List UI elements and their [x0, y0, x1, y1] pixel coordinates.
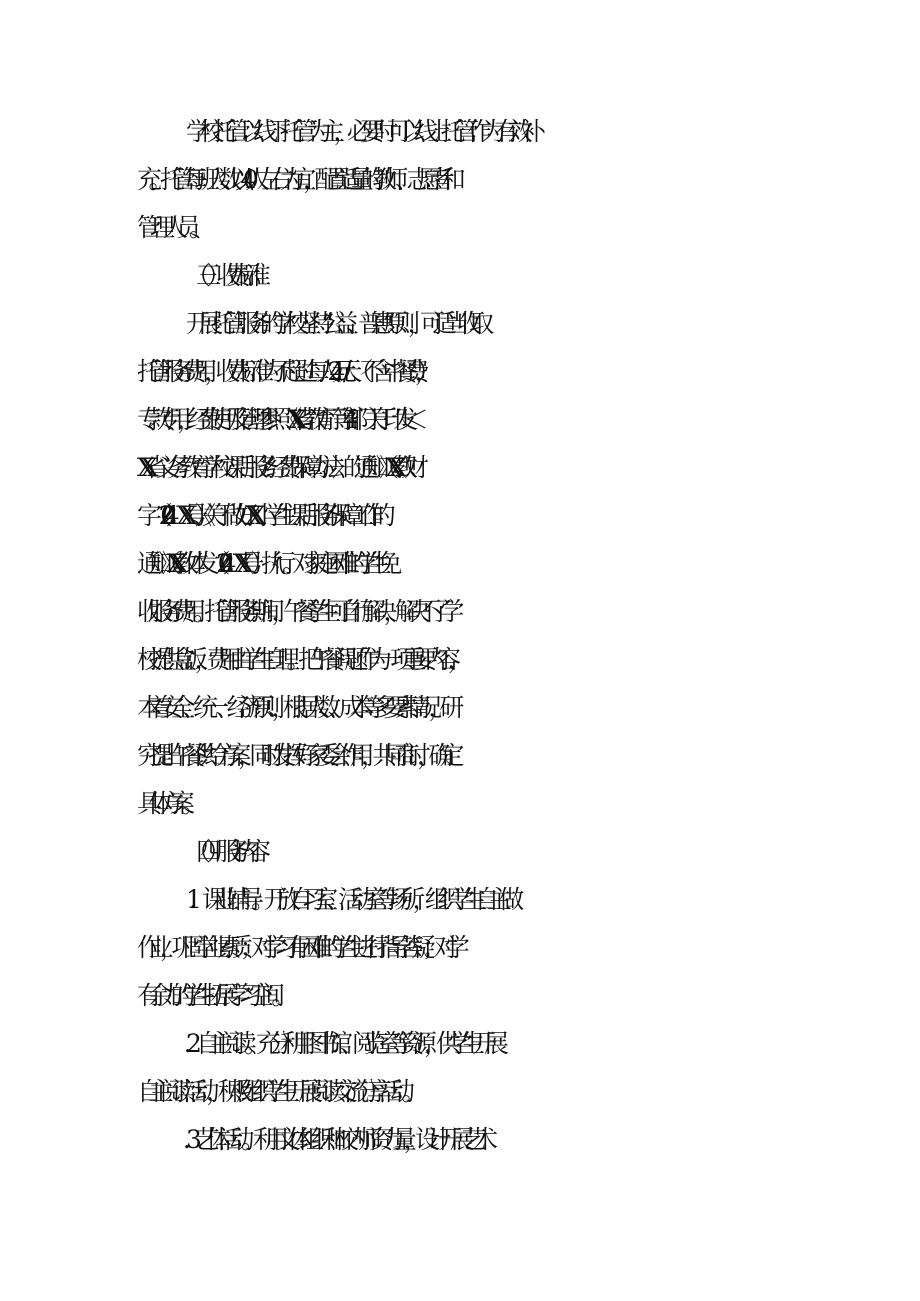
text-line: 开展托管服务的学校坚持“公益、普惠”原则，可适当收取 [186, 309, 482, 338]
text-line: 有余力的学生拓展学习空间。 [137, 981, 283, 1010]
text-line: 究提出午餐供给方案，同时发挥好家委会作用，共同商讨，确定 [137, 741, 451, 770]
text-line: 托管服务费用，收费标准为不超过每人24元/天（不含中餐费）， [137, 357, 426, 386]
text-line: 2 ．自主阅读。充分利用图书馆、阅览室等资源，供学生开展 [186, 1029, 496, 1058]
section-heading: （三）收费标准 [186, 261, 257, 290]
text-line: 收服务费用。托管服务期间，午餐学生可自行解决，解决不了学 [137, 597, 451, 626]
section-heading: （四）服务内容 [186, 837, 257, 866]
text-line: 管理人员。 [137, 213, 203, 242]
text-line: 充。托管每班人数以40人左右为宜，配置适量的教师、志愿者和 [137, 165, 453, 194]
text-line: XX省义务教育学校课后服务经费保障办法〉的通知》（XX教财 [137, 453, 415, 482]
text-line: 学校托管以线下托管为主，必要时可以线上托管作为有效补 [186, 117, 535, 146]
text-line: 自主阅读活动，积极组织学生开展阅读交流分享活动。 [137, 1077, 414, 1106]
text-line: 专款专用，经费使用及管理参照《XX省教育厅等4部门关于印发＜ [137, 405, 414, 434]
text-line: 作业，巩固学业素质；对学习有困难的学生进行指导答疑；对学 [137, 933, 457, 962]
text-line: 具体方案。 [137, 789, 193, 818]
text-line: 校提供盒饭，费用由学生自理。把午餐问题作为一项重要内容， [137, 645, 460, 674]
text-line: 本着安全、统一、经济原则，根据人数、成本等多要素情况，研 [137, 693, 451, 722]
text-line: 通知》（XX教体发（2024）XX号）执行。对家庭困难的学生免 [137, 549, 388, 578]
text-line: 3 ．艺体活动。利用文体组织和校内师资力量，设计开展艺术 [186, 1125, 485, 1154]
text-line: 1．课业辅导。开放自习室、活动室等场所，组织学生自主做 [186, 885, 512, 914]
text-line: 字（2024）XX号）、《关于做好XX小学生课后服务保障工作的 [137, 501, 382, 530]
